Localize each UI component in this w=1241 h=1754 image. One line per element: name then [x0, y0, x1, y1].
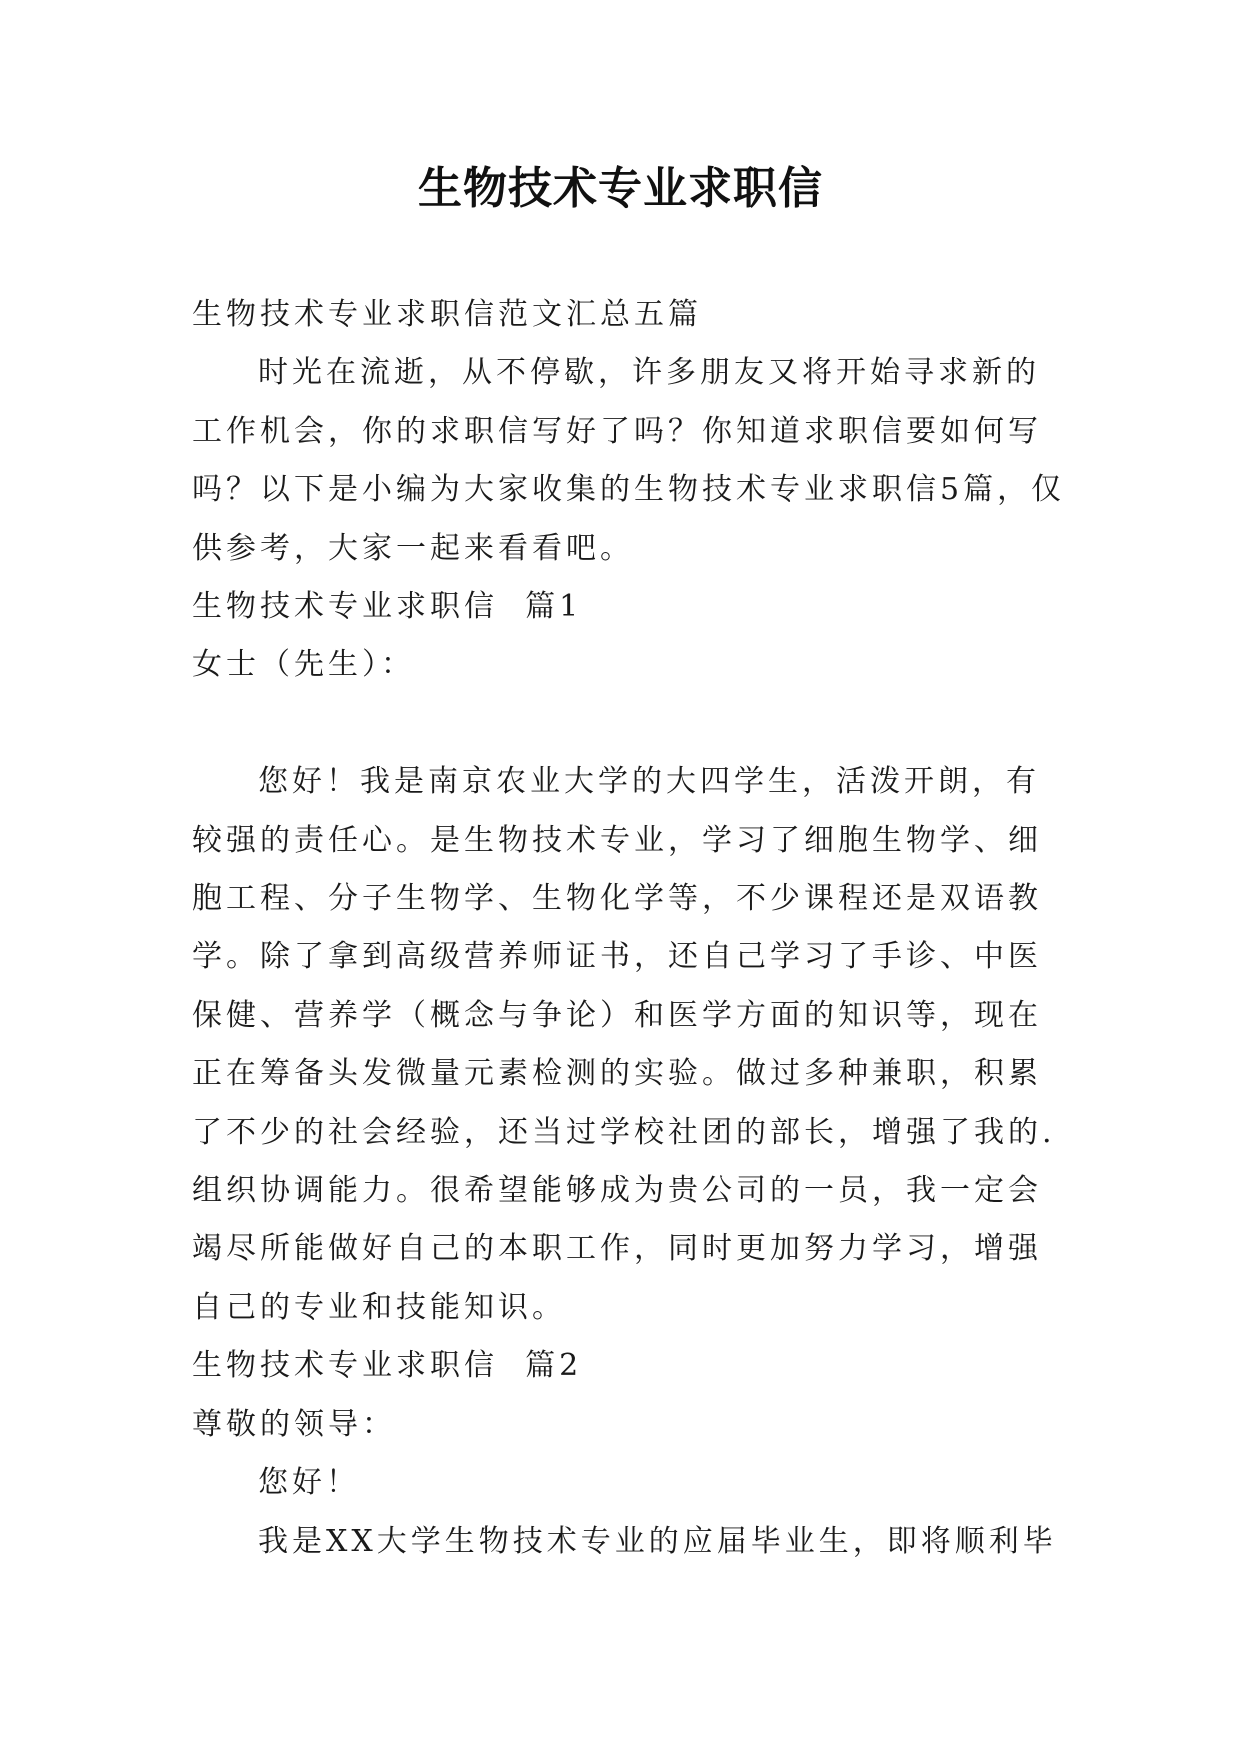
section-1-heading: 生物技术专业求职信 篇1 — [192, 589, 583, 625]
blank-line — [192, 695, 1070, 753]
section-2-heading: 生物技术专业求职信 篇2 — [192, 1348, 583, 1384]
section-2-greeting: 尊敬的领导： — [192, 1406, 396, 1442]
section-1-body: 您好！我是南京农业大学的大四学生，活泼开朗，有较强的责任心。是生物技术专业，学习了细胞生物学、细胞工程、分子生物学、生物化学等，不少课程还是双语教学。除了拿到高级营养师证书，还自己学习了手诊、中医保健、营养学（概念与争论）和医学方面的知识等，现在正在筹备头发微量元素检测的实验。做过多种兼职，积累了不少的社会经验，还当过学校社团的部长，增强了我的.组织协调能力。很希望能够成为贵公司的一员，我一定会竭尽所能做好自己的本职工作，同时更加努力学习，增强自己的专业和技能知识。 — [192, 764, 1056, 1325]
section-2-body: 我是XX大学生物技术专业的应届毕业生，即将顺利毕 — [258, 1523, 1057, 1559]
document-subtitle: 生物技术专业求职信范文汇总五篇 — [192, 297, 702, 332]
section-2-hello: 您好！ — [258, 1465, 360, 1501]
document-body — [192, 286, 1070, 1571]
section-1-greeting: 女士（先生）： — [192, 647, 415, 683]
document-title: 生物技术专业求职信 — [418, 163, 823, 214]
intro-paragraph: 时光在流逝，从不停歇，许多朋友又将开始寻求新的工作机会，你的求职信写好了吗？你知道求职信要如何写吗？以下是小编为大家收集的生物技术专业求职信5篇，仅供参考，大家一起来看看吧。 — [192, 355, 1066, 566]
